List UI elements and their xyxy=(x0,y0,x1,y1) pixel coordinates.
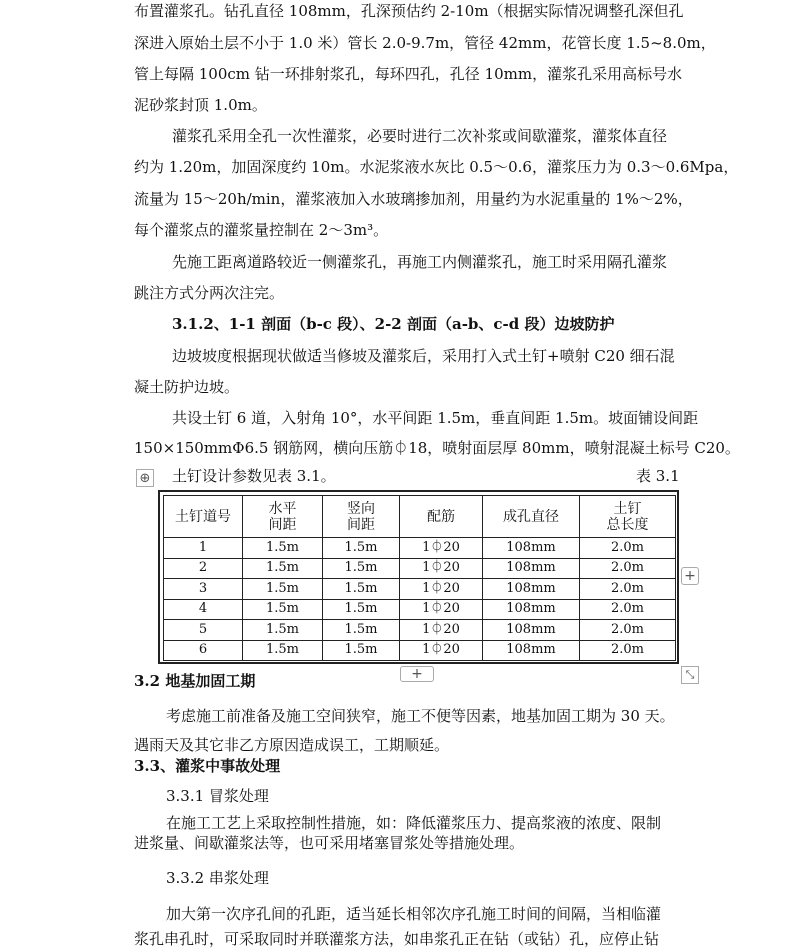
table-cell: 1.5m xyxy=(323,620,400,641)
paragraph-line: 深进入原始土层不小于 1.0 米）管长 2.0-9.7m，管径 42mm，花管长度 1.5~8.0m， xyxy=(134,34,716,52)
table-row xyxy=(164,599,676,620)
table-cell: 1.5m xyxy=(243,599,323,620)
paragraph-line: 跳注方式分两次注完。 xyxy=(134,284,285,302)
table-cell: 1⏀20 xyxy=(400,620,483,641)
table-row xyxy=(164,640,676,661)
table-cell: 1.5m xyxy=(323,558,400,579)
table-row xyxy=(164,579,676,600)
table-cell: 1.5m xyxy=(243,538,323,559)
table-cell: 1⏀20 xyxy=(400,579,483,600)
table-cell: 1.5m xyxy=(243,620,323,641)
table-cell: 1⏀20 xyxy=(400,599,483,620)
table-cell: 1.5m xyxy=(323,640,400,661)
table-cell: 1.5m xyxy=(243,640,323,661)
table-header-cell: 竖向 间距 xyxy=(323,496,400,538)
paragraph-line: 共设土钉 6 道，入射角 10°，水平间距 1.5m，垂直间距 1.5m。坡面铺设间距 xyxy=(172,409,699,427)
paragraph-line: 约为 1.20m，加固深度约 10m。水泥浆液水灰比 0.5～0.6，灌浆压力为 0.3～0.6Mpa， xyxy=(134,158,739,176)
table-header-cell: 水平 间距 xyxy=(243,496,323,538)
paragraph-line: 先施工距离道路较近一侧灌浆孔，再施工内侧灌浆孔，施工时采用隔孔灌浆 xyxy=(172,253,668,271)
paragraph-line: 150×150mmΦ6.5 钢筋网，横向压筋⏀18，喷射面层厚 80mm，喷射混凝土标号 C20。 xyxy=(134,439,740,457)
add-column-button[interactable]: + xyxy=(681,567,699,585)
table-cell: 2.0m xyxy=(580,579,676,600)
table-header-cell: 土钉道号 xyxy=(164,496,243,538)
table-move-icon[interactable]: ⊕ xyxy=(136,469,154,487)
table-row xyxy=(164,558,676,579)
table-header-cell: 土钉 总长度 xyxy=(580,496,676,538)
section-heading: 3.3、灌浆中事故处理 xyxy=(134,757,281,775)
table-cell: 1.5m xyxy=(323,579,400,600)
table-cell: 3 xyxy=(164,579,243,600)
table-caption: 表 3.1 xyxy=(636,467,680,485)
table-header-cell: 配筋 xyxy=(400,496,483,538)
table-cell: 108mm xyxy=(483,579,580,600)
subsection-heading: 3.3.1 冒浆处理 xyxy=(166,787,269,805)
paragraph-line: 灌浆孔采用全孔一次性灌浆，必要时进行二次补浆或间歇灌浆，灌浆体直径 xyxy=(172,127,668,145)
table-cell: 6 xyxy=(164,640,243,661)
table-cell: 108mm xyxy=(483,538,580,559)
paragraph-line: 考虑施工前准备及施工空间狭窄，施工不便等因素，地基加固工期为 30 天。 xyxy=(166,707,675,725)
paragraph-line: 布置灌浆孔。钻孔直径 108mm，孔深预估约 2-10m（根据实际情况调整孔深但孔 xyxy=(134,2,684,20)
table-intro-text: 土钉设计参数见表 3.1。 xyxy=(172,467,336,485)
table-cell: 108mm xyxy=(483,620,580,641)
soil-nail-table[interactable] xyxy=(158,490,679,664)
paragraph-line: 每个灌浆点的灌浆量控制在 2～3m³。 xyxy=(134,221,389,239)
table-cell: 108mm xyxy=(483,599,580,620)
table-cell: 108mm xyxy=(483,558,580,579)
section-heading: 3.2 地基加固工期 xyxy=(134,672,256,690)
table-cell: 108mm xyxy=(483,640,580,661)
add-row-button[interactable]: + xyxy=(400,666,434,682)
table-cell: 2.0m xyxy=(580,640,676,661)
paragraph-line: 凝土防护边坡。 xyxy=(134,378,240,396)
table-header-cell: 成孔直径 xyxy=(483,496,580,538)
paragraph-line: 在施工工艺上采取控制性措施，如：降低灌浆压力、提高浆液的浓度、限制 xyxy=(166,814,662,832)
table-cell: 2 xyxy=(164,558,243,579)
table-row xyxy=(164,620,676,641)
paragraph-line: 边坡坡度根据现状做适当修坡及灌浆后，采用打入式土钉+喷射 C20 细石混 xyxy=(172,347,675,365)
table-cell: 2.0m xyxy=(580,599,676,620)
paragraph-line: 流量为 15～20h/min，灌浆液加入水玻璃掺加剂，用量约为水泥重量的 1%～2%， xyxy=(134,190,693,208)
table-cell: 1.5m xyxy=(243,558,323,579)
table-cell: 1⏀20 xyxy=(400,640,483,661)
table-cell: 4 xyxy=(164,599,243,620)
table-cell: 2.0m xyxy=(580,558,676,579)
paragraph-line: 泥砂浆封顶 1.0m。 xyxy=(134,96,267,114)
paragraph-line: 进浆量、间歇灌浆法等，也可采用堵塞冒浆处等措施处理。 xyxy=(134,834,525,852)
soil-nail-table-grid xyxy=(163,495,676,661)
paragraph-line: 管上每隔 100cm 钻一环排射浆孔，每环四孔，孔径 10mm，灌浆孔采用高标号水 xyxy=(134,65,683,83)
table-cell: 1.5m xyxy=(323,538,400,559)
paragraph-line: 浆孔串孔时，可采取同时并联灌浆方法，如串浆孔正在钻（或钻）孔，应停止钻 xyxy=(134,930,660,948)
table-resize-icon[interactable]: ⤡ xyxy=(681,666,699,684)
table-cell: 1⏀20 xyxy=(400,538,483,559)
paragraph-line: 遇雨天及其它非乙方原因造成误工，工期顺延。 xyxy=(134,736,450,754)
table-cell: 1.5m xyxy=(323,599,400,620)
table-cell: 2.0m xyxy=(580,620,676,641)
table-cell: 1⏀20 xyxy=(400,558,483,579)
paragraph-line: 加大第一次序孔间的孔距，适当延长相邻次序孔施工时间的间隔，当相临灌 xyxy=(166,905,662,923)
table-header-row xyxy=(164,496,676,538)
table-cell: 2.0m xyxy=(580,538,676,559)
table-row xyxy=(164,538,676,559)
table-cell: 5 xyxy=(164,620,243,641)
table-cell: 1.5m xyxy=(243,579,323,600)
table-cell: 1 xyxy=(164,538,243,559)
subsection-heading: 3.3.2 串浆处理 xyxy=(166,869,269,887)
section-heading: 3.1.2、1-1 剖面（b-c 段）、2-2 剖面（a-b、c-d 段）边坡防护 xyxy=(172,315,615,333)
